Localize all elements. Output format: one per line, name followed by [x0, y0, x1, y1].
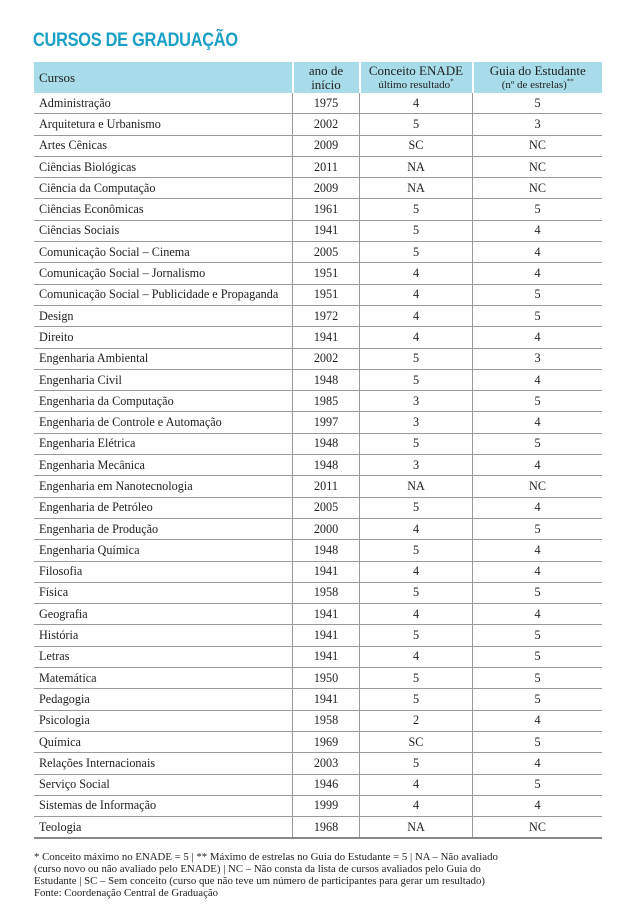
header-guia-line1: Guia do Estudante — [489, 62, 586, 78]
cell-conceito-enade: 5 — [360, 242, 473, 263]
cell-ano-inicio: 1961 — [293, 199, 360, 220]
cell-ano-inicio: 1941 — [293, 646, 360, 667]
cell-conceito-enade: 5 — [360, 668, 473, 689]
cell-guia-estudante: 5 — [473, 199, 603, 220]
table-row — [34, 518, 602, 539]
footnote-line: * Conceito máximo no ENADE = 5 | ** Máximo de estrelas no Guia do Estudante = 5 | NA – Não avaliado — [34, 851, 498, 863]
cell-conceito-enade: 4 — [360, 263, 473, 284]
table-row — [34, 199, 602, 220]
cell-conceito-enade: 4 — [360, 327, 473, 348]
cell-conceito-enade: 4 — [360, 561, 473, 582]
cell-ano-inicio: 1941 — [293, 689, 360, 710]
cell-curso: Filosofia — [34, 561, 293, 582]
table-body — [34, 93, 602, 838]
cell-curso: Ciências Econômicas — [34, 199, 293, 220]
cell-guia-estudante: NC — [473, 817, 603, 839]
cell-guia-estudante: 5 — [473, 646, 603, 667]
cell-guia-estudante: 5 — [473, 582, 603, 603]
table-row — [34, 731, 602, 752]
cell-ano-inicio: 2005 — [293, 242, 360, 263]
table-header-row — [34, 62, 602, 93]
table-row — [34, 369, 602, 390]
footnote-line: Estudante | SC – Sem conceito (curso que não teve um número de participantes para gerar um resultado) — [34, 875, 485, 887]
cell-guia-estudante: 5 — [473, 93, 603, 114]
cell-curso: Relações Internacionais — [34, 753, 293, 774]
header-conceito-enade — [360, 62, 473, 93]
header-guia-subtitle: (nº de estrelas) — [501, 78, 567, 91]
cell-conceito-enade: 5 — [360, 753, 473, 774]
cell-conceito-enade: 3 — [360, 391, 473, 412]
cell-ano-inicio: 1941 — [293, 625, 360, 646]
table-row — [34, 178, 602, 199]
cell-curso: Direito — [34, 327, 293, 348]
cell-guia-estudante: 4 — [473, 561, 603, 582]
cell-ano-inicio: 1958 — [293, 710, 360, 731]
cell-ano-inicio: 1941 — [293, 561, 360, 582]
cell-curso: Matemática — [34, 668, 293, 689]
cell-guia-estudante: 4 — [473, 327, 603, 348]
cell-curso: Comunicação Social – Cinema — [34, 242, 293, 263]
table-row — [34, 668, 602, 689]
table-row — [34, 433, 602, 454]
table-row — [34, 93, 602, 114]
table-row — [34, 774, 602, 795]
page-title: CURSOS DE GRADUAÇÃO — [33, 30, 238, 51]
cell-conceito-enade: 5 — [360, 114, 473, 135]
cell-ano-inicio: 1997 — [293, 412, 360, 433]
cell-curso: Engenharia Elétrica — [34, 433, 293, 454]
cell-curso: Comunicação Social – Publicidade e Propaganda — [34, 284, 293, 305]
cell-conceito-enade: NA — [360, 817, 473, 839]
cell-ano-inicio: 1958 — [293, 582, 360, 603]
cell-conceito-enade: 5 — [360, 540, 473, 561]
cell-conceito-enade: 5 — [360, 433, 473, 454]
cell-curso: Sistemas de Informação — [34, 795, 293, 816]
table-row — [34, 476, 602, 497]
cell-curso: Ciências Biológicas — [34, 156, 293, 177]
table-row — [34, 391, 602, 412]
header-enade-line1: Conceito ENADE — [368, 62, 464, 78]
cell-guia-estudante: NC — [473, 156, 603, 177]
cell-conceito-enade: 4 — [360, 284, 473, 305]
cell-ano-inicio: 1950 — [293, 668, 360, 689]
table-row — [34, 348, 602, 369]
cell-guia-estudante: 4 — [473, 369, 603, 390]
cell-conceito-enade: 3 — [360, 412, 473, 433]
cell-guia-estudante: 5 — [473, 391, 603, 412]
header-ano-inicio — [293, 62, 360, 93]
cell-conceito-enade: 5 — [360, 689, 473, 710]
cell-conceito-enade: 5 — [360, 348, 473, 369]
cell-ano-inicio: 2003 — [293, 753, 360, 774]
header-guia-line2 — [474, 78, 603, 92]
table-row — [34, 135, 602, 156]
courses-table — [34, 62, 602, 839]
cell-conceito-enade: 4 — [360, 646, 473, 667]
cell-guia-estudante: 5 — [473, 774, 603, 795]
cell-curso: Artes Cênicas — [34, 135, 293, 156]
cell-ano-inicio: 2005 — [293, 497, 360, 518]
cell-guia-estudante: 4 — [473, 412, 603, 433]
cell-ano-inicio: 1948 — [293, 369, 360, 390]
cell-conceito-enade: 5 — [360, 625, 473, 646]
cell-curso: Teologia — [34, 817, 293, 839]
table-row — [34, 753, 602, 774]
source-line: Fonte: Coordenação Central de Graduação — [34, 887, 219, 899]
table-row — [34, 604, 602, 625]
cell-ano-inicio: 1948 — [293, 540, 360, 561]
cell-ano-inicio: 2002 — [293, 348, 360, 369]
cell-ano-inicio: 2009 — [293, 178, 360, 199]
table-row — [34, 625, 602, 646]
cell-conceito-enade: 4 — [360, 604, 473, 625]
cell-conceito-enade: NA — [360, 178, 473, 199]
cell-conceito-enade: 2 — [360, 710, 473, 731]
cell-guia-estudante: NC — [473, 135, 603, 156]
cell-guia-estudante: 4 — [473, 263, 603, 284]
cell-ano-inicio: 2000 — [293, 518, 360, 539]
cell-ano-inicio: 1941 — [293, 604, 360, 625]
header-enade-line2 — [361, 78, 472, 92]
cell-curso: Engenharia Civil — [34, 369, 293, 390]
cell-ano-inicio: 1951 — [293, 284, 360, 305]
cell-ano-inicio: 1999 — [293, 795, 360, 816]
table-row — [34, 220, 602, 241]
cell-guia-estudante: 5 — [473, 284, 603, 305]
table-row — [34, 582, 602, 603]
table-row — [34, 817, 602, 839]
cell-ano-inicio: 2011 — [293, 156, 360, 177]
cell-ano-inicio: 1941 — [293, 220, 360, 241]
table-row — [34, 114, 602, 135]
cell-curso: Física — [34, 582, 293, 603]
cell-guia-estudante: 5 — [473, 518, 603, 539]
cell-guia-estudante: 3 — [473, 114, 603, 135]
cell-curso: Arquitetura e Urbanismo — [34, 114, 293, 135]
table-row — [34, 242, 602, 263]
table-row — [34, 156, 602, 177]
cell-conceito-enade: 4 — [360, 795, 473, 816]
header-ano-line2: início — [311, 76, 341, 92]
table-row — [34, 561, 602, 582]
cell-guia-estudante: 4 — [473, 604, 603, 625]
cell-guia-estudante: 5 — [473, 625, 603, 646]
cell-curso: Psicologia — [34, 710, 293, 731]
cell-guia-estudante: 5 — [473, 668, 603, 689]
cell-curso: Letras — [34, 646, 293, 667]
cell-curso: Ciência da Computação — [34, 178, 293, 199]
cell-curso: Engenharia de Controle e Automação — [34, 412, 293, 433]
cell-ano-inicio: 1975 — [293, 93, 360, 114]
table-row — [34, 455, 602, 476]
cell-conceito-enade: NA — [360, 476, 473, 497]
table-row — [34, 327, 602, 348]
cell-ano-inicio: 1985 — [293, 391, 360, 412]
cell-guia-estudante: 4 — [473, 497, 603, 518]
cell-curso: Ciências Sociais — [34, 220, 293, 241]
cell-guia-estudante: 5 — [473, 433, 603, 454]
table-row — [34, 497, 602, 518]
table-row — [34, 646, 602, 667]
cell-conceito-enade: 4 — [360, 93, 473, 114]
cell-ano-inicio: 1951 — [293, 263, 360, 284]
cell-ano-inicio: 1948 — [293, 455, 360, 476]
cell-curso: Engenharia de Produção — [34, 518, 293, 539]
cell-conceito-enade: 4 — [360, 305, 473, 326]
cell-conceito-enade: 5 — [360, 220, 473, 241]
cell-curso: Engenharia em Nanotecnologia — [34, 476, 293, 497]
cell-guia-estudante: 3 — [473, 348, 603, 369]
cell-curso: Engenharia da Computação — [34, 391, 293, 412]
table-row — [34, 795, 602, 816]
cell-curso: Engenharia Química — [34, 540, 293, 561]
cell-ano-inicio: 1948 — [293, 433, 360, 454]
cell-guia-estudante: 5 — [473, 305, 603, 326]
table-row — [34, 263, 602, 284]
cell-conceito-enade: 5 — [360, 369, 473, 390]
cell-curso: Engenharia de Petróleo — [34, 497, 293, 518]
cell-ano-inicio: 1941 — [293, 327, 360, 348]
cell-guia-estudante: 4 — [473, 220, 603, 241]
cell-guia-estudante: 4 — [473, 795, 603, 816]
cell-curso: Engenharia Mecânica — [34, 455, 293, 476]
cell-guia-estudante: NC — [473, 178, 603, 199]
cell-curso: Química — [34, 731, 293, 752]
table-row — [34, 284, 602, 305]
cell-guia-estudante: 4 — [473, 753, 603, 774]
cell-guia-estudante: NC — [473, 476, 603, 497]
cell-curso: Geografia — [34, 604, 293, 625]
cell-conceito-enade: NA — [360, 156, 473, 177]
cell-conceito-enade: 4 — [360, 518, 473, 539]
cell-curso: Pedagogia — [34, 689, 293, 710]
cell-guia-estudante: 4 — [473, 710, 603, 731]
cell-conceito-enade: 5 — [360, 199, 473, 220]
cell-curso: História — [34, 625, 293, 646]
cell-guia-estudante: 4 — [473, 455, 603, 476]
footnote-marker: * — [450, 76, 454, 85]
footnote-marker: ** — [566, 76, 574, 85]
cell-guia-estudante: 4 — [473, 540, 603, 561]
cell-conceito-enade: 4 — [360, 774, 473, 795]
header-enade-subtitle: último resultado — [378, 78, 451, 91]
cell-conceito-enade: SC — [360, 135, 473, 156]
cell-conceito-enade: SC — [360, 731, 473, 752]
cell-curso: Comunicação Social – Jornalismo — [34, 263, 293, 284]
cell-ano-inicio: 1968 — [293, 817, 360, 839]
cell-guia-estudante: 4 — [473, 242, 603, 263]
cell-conceito-enade: 5 — [360, 582, 473, 603]
cell-ano-inicio: 2011 — [293, 476, 360, 497]
table-row — [34, 710, 602, 731]
table-row — [34, 540, 602, 561]
cell-curso: Engenharia Ambiental — [34, 348, 293, 369]
cell-conceito-enade: 3 — [360, 455, 473, 476]
footnote-line: (curso novo ou não avaliado pelo ENADE) | NC – Não consta da lista de cursos avaliados pelo Guia do — [34, 863, 481, 875]
cell-curso: Design — [34, 305, 293, 326]
header-ano-line1: ano de — [308, 62, 344, 78]
cell-ano-inicio: 2009 — [293, 135, 360, 156]
cell-conceito-enade: 5 — [360, 497, 473, 518]
cell-guia-estudante: 5 — [473, 731, 603, 752]
cell-ano-inicio: 2002 — [293, 114, 360, 135]
cell-curso: Serviço Social — [34, 774, 293, 795]
cell-ano-inicio: 1946 — [293, 774, 360, 795]
table-row — [34, 412, 602, 433]
header-cursos: Cursos — [34, 62, 293, 93]
cell-ano-inicio: 1969 — [293, 731, 360, 752]
cell-curso: Administração — [34, 93, 293, 114]
cell-guia-estudante: 5 — [473, 689, 603, 710]
cell-ano-inicio: 1972 — [293, 305, 360, 326]
footnote — [34, 851, 614, 899]
header-guia-estudante — [473, 62, 603, 93]
table-row — [34, 689, 602, 710]
table-row — [34, 305, 602, 326]
